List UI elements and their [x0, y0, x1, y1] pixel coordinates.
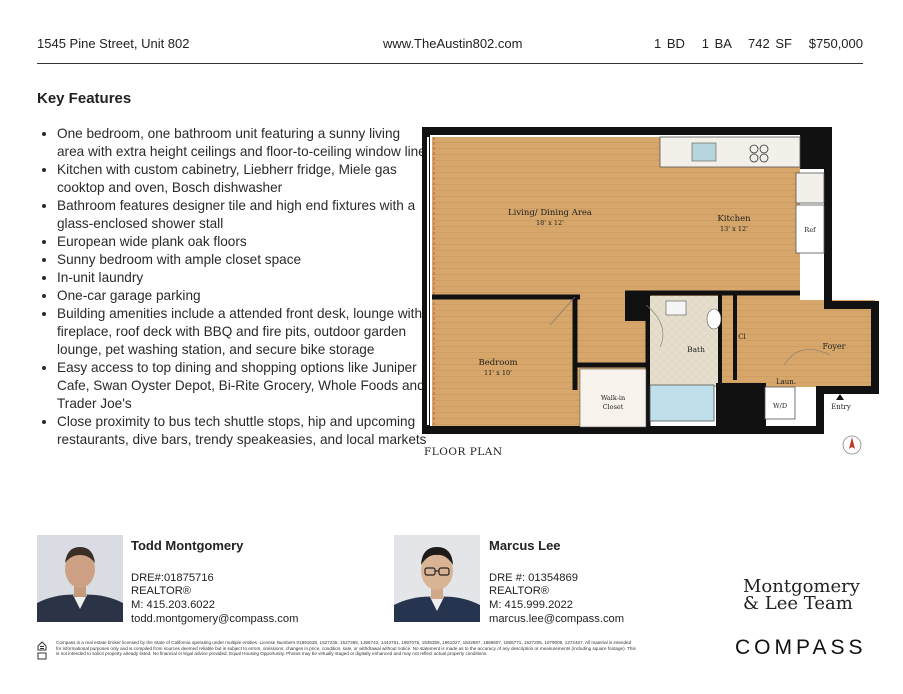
- bedroom-label: Bedroom: [478, 358, 518, 368]
- team-logo: [743, 578, 860, 612]
- floor-plan-caption: FLOOR PLAN: [424, 446, 503, 458]
- kitchen-label: Kitchen: [717, 214, 751, 224]
- team-logo-line1: Montgomery: [743, 576, 860, 597]
- property-address: 1545 Pine Street, Unit 802: [37, 36, 190, 51]
- feature-item: • Kitchen with custom cabinetry, Liebherr fridge, Miele gas cooktop and oven, Bosch dishwasher: [57, 161, 427, 197]
- agent-photo-todd: [37, 535, 123, 622]
- agent-phone-todd[interactable]: M: 415.203.6022: [131, 599, 215, 611]
- agent-photo-marcus: [394, 535, 480, 622]
- living-room-label: Living/ Dining Area: [507, 208, 593, 218]
- property-specs: 1 BD 1 BA 742 SF $750,000: [653, 36, 863, 51]
- feature-item: • Easy access to top dining and shopping options like Juniper Cafe, Swan Oyster Depot, Bi-Rite Grocery, Whole Foods and Trader Joe's: [57, 359, 427, 413]
- agent-title-todd: REALTOR®: [131, 585, 192, 597]
- equal-housing-icon: [37, 640, 47, 660]
- agent-email-marcus[interactable]: marcus.lee@compass.com: [489, 613, 625, 625]
- agent-name-marcus: Marcus Lee: [489, 538, 561, 553]
- floor-plan: [420, 125, 880, 465]
- wd-label: W/D: [772, 402, 788, 410]
- feature-item: • Bathroom features designer tile and high end fixtures with a glass-enclosed shower stall: [57, 197, 427, 233]
- laundry-label: Laun.: [775, 378, 797, 386]
- fridge-label: Ref: [804, 226, 816, 234]
- agent-title-marcus: REALTOR®: [489, 585, 550, 597]
- header: [37, 36, 863, 56]
- walk-in-label: Walk-in: [600, 394, 626, 402]
- feature-item: • European wide plank oak floors: [57, 233, 427, 251]
- kitchen-size: 13' x 12': [720, 225, 748, 233]
- compass-logo: COMPASS: [735, 636, 867, 659]
- feature-item: • Sunny bedroom with ample closet space: [57, 251, 427, 269]
- living-room-size: 18' x 12': [536, 219, 564, 227]
- agent-dre-todd: DRE#:01875716: [131, 572, 214, 584]
- feature-item: • In-unit laundry: [57, 269, 427, 287]
- feature-item: • Close proximity to bus tech shuttle stops, hip and upcoming restaurants, dive bars, trendy speakeasies, and local markets: [57, 413, 427, 449]
- key-features-list: [37, 125, 427, 449]
- key-features-title: Key Features: [37, 90, 132, 107]
- kitchen-counter: [660, 137, 800, 167]
- agent-email-todd[interactable]: todd.montgomery@compass.com: [131, 613, 299, 625]
- small-closet-label: Cl: [738, 333, 746, 341]
- bedroom-size: 11' x 10': [484, 369, 512, 377]
- bathtub: [650, 385, 714, 421]
- feature-item: • One-car garage parking: [57, 287, 427, 305]
- foyer-label: Foyer: [822, 342, 846, 351]
- feature-item: • One bedroom, one bathroom unit featuring a sunny living area with extra height ceilings and floor-to-ceiling window line: [57, 125, 427, 161]
- header-divider: [37, 63, 863, 64]
- legal-disclaimer: Compass is a real estate broker licensed by the State of California operating under multiple entities. License Numbers 01991628, 1527235, 1527365, 1356742, 1443761, 1997075, 1935359, 1961027, 1842987, 1869607, 1866771, 1527205, 1079009, 1272467. All material is intended for informational purposes only and is compiled from sources deemed reliable but is subject to errors, omissions, changes in price, condition, sale, or withdrawal without notice. No statement is made as to the accuracy of any description or measurements (including square footage). This is not intended to solicit property already listed. No financial or legal advice provided. Equal Housing Opportunity. Photos may be virtually staged or digitally enhanced and may not reflect actual property conditions.: [56, 640, 636, 657]
- property-website[interactable]: www.TheAustin802.com: [383, 36, 523, 51]
- closet-label: Closet: [602, 403, 624, 411]
- bath-label: Bath: [687, 345, 705, 354]
- agent-name-todd: Todd Montgomery: [131, 538, 244, 553]
- entry-label: Entry: [831, 403, 851, 411]
- feature-item: • Building amenities include a attended front desk, lounge with fireplace, roof deck with BBQ and fire pits, outdoor garden lounge, pet washing station, and secure bike storage: [57, 305, 427, 359]
- agent-phone-marcus[interactable]: M: 415.999.2022: [489, 599, 573, 611]
- agent-dre-marcus: DRE #: 01354869: [489, 572, 578, 584]
- team-logo-line2: & Lee Team: [743, 593, 853, 614]
